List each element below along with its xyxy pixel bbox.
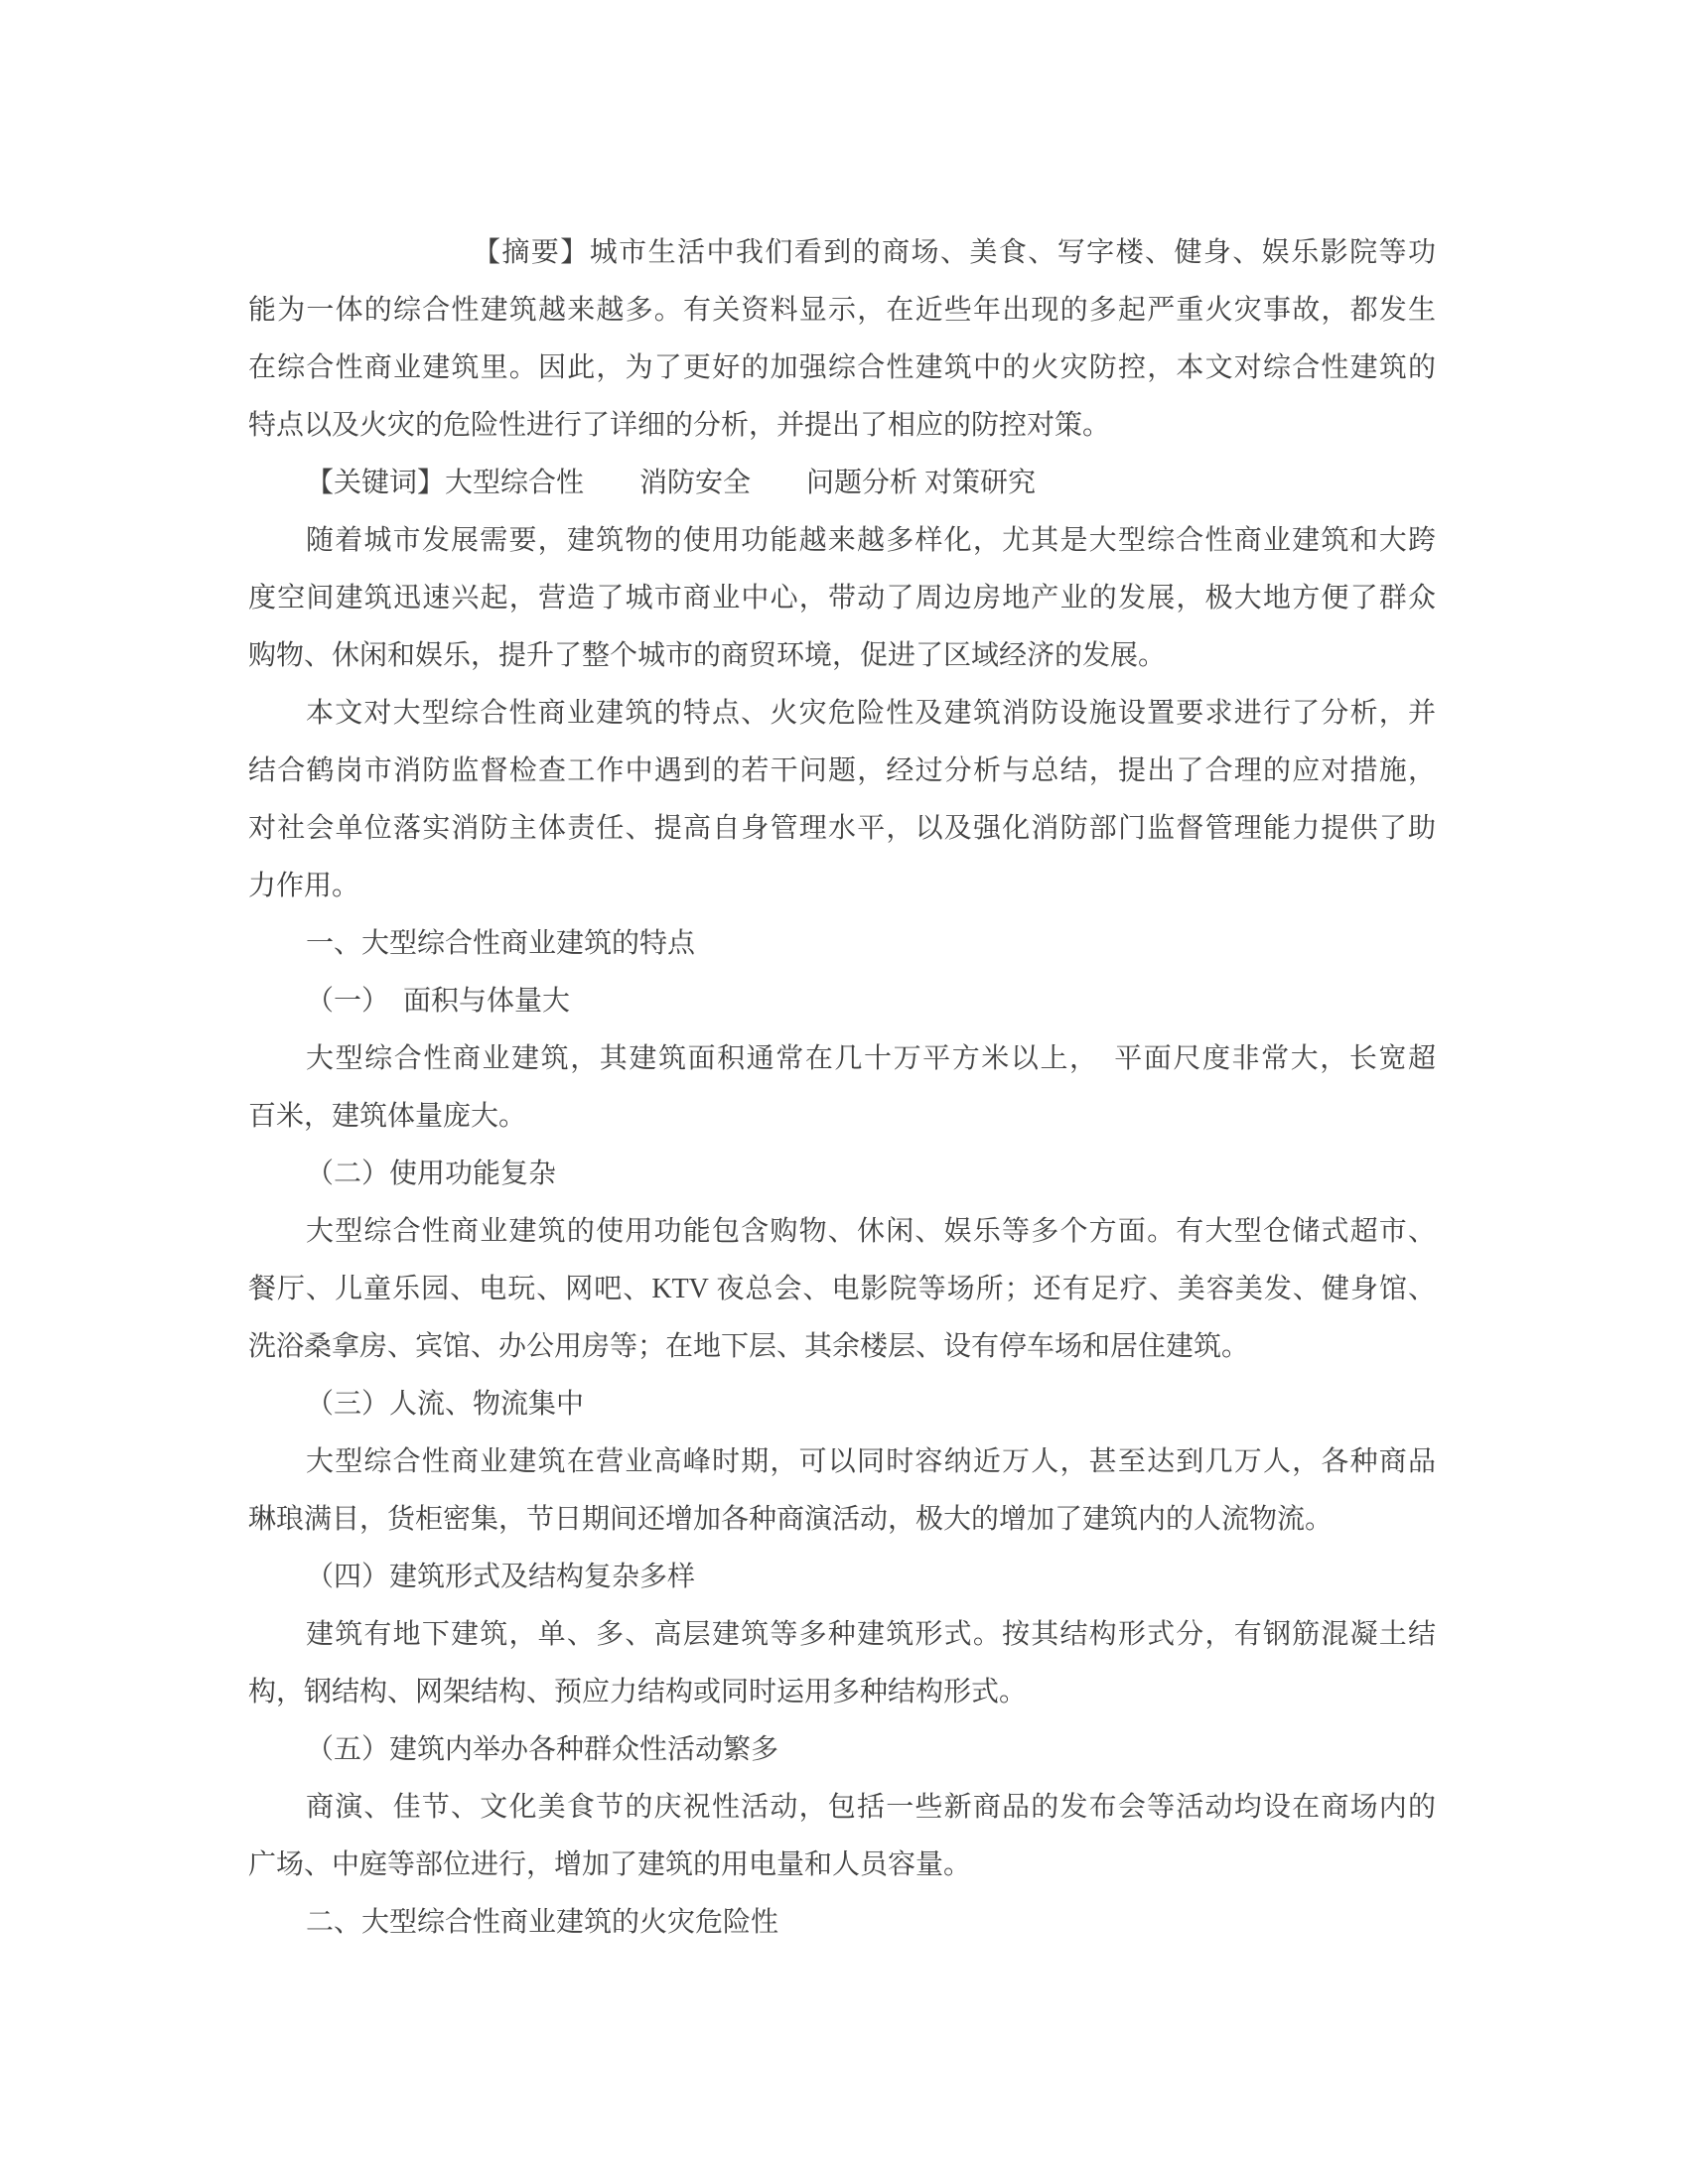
text-line-body: 力作用。: [248, 871, 360, 901]
text-line-body: 本文对大型综合性商业建筑的特点、火灾危险性及建筑消防设施设置要求进行了分析，并: [306, 698, 1436, 729]
text-line-body: 广场、中庭等部位进行，增加了建筑的用电量和人员容量。: [248, 1849, 972, 1880]
text-line-heading: （一） 面积与体量大: [306, 986, 571, 1017]
text-line-body: 百米，建筑体量庞大。: [248, 1101, 527, 1132]
text-line-keywords: 【关键词】大型综合性 消防安全 问题分析 对策研究: [306, 468, 1037, 498]
text-line-body: 餐厅、儿童乐园、电玩、网吧、KTV 夜总会、电影院等场所；还有足疗、美容美发、健身馆、: [248, 1274, 1436, 1304]
text-line-heading: 二、大型综合性商业建筑的火灾危险性: [306, 1907, 779, 1938]
text-line-body: 购物、休闲和娱乐，提升了整个城市的商贸环境，促进了区域经济的发展。: [248, 640, 1167, 671]
text-line-heading: （三）人流、物流集中: [306, 1389, 585, 1420]
text-line-abstract-start: 【摘要】城市生活中我们看到的商场、美食、写字楼、健身、娱乐影院等功: [473, 237, 1436, 268]
text-line-body: 大型综合性商业建筑，其建筑面积通常在几十万平方米以上， 平面尺度非常大，长宽超: [306, 1043, 1436, 1074]
text-line-abstract: 在综合性商业建筑里。因此，为了更好的加强综合性建筑中的火灾防控，本文对综合性建筑的: [248, 352, 1436, 383]
text-line-heading: （五）建筑内举办各种群众性活动繁多: [306, 1734, 779, 1765]
text-line-abstract: 能为一体的综合性建筑越来越多。有关资料显示，在近些年出现的多起严重火灾事故，都发生: [248, 295, 1436, 326]
text-line-body: 大型综合性商业建筑在营业高峰时期，可以同时容纳近万人，甚至达到几万人，各种商品: [306, 1446, 1436, 1477]
text-line-body: 大型综合性商业建筑的使用功能包含购物、休闲、娱乐等多个方面。有大型仓储式超市、: [306, 1216, 1436, 1247]
text-line-body: 商演、佳节、文化美食节的庆祝性活动，包括一些新商品的发布会等活动均设在商场内的: [306, 1792, 1436, 1823]
text-line-body: 随着城市发展需要，建筑物的使用功能越来越多样化，尤其是大型综合性商业建筑和大跨: [306, 525, 1436, 556]
text-line-body: 对社会单位落实消防主体责任、提高自身管理水平，以及强化消防部门监督管理能力提供了助: [248, 813, 1436, 844]
text-line-body: 琳琅满目，货柜密集，节日期间还增加各种商演活动，极大的增加了建筑内的人流物流。: [248, 1504, 1334, 1535]
text-line-body: 度空间建筑迅速兴起，营造了城市商业中心，带动了周边房地产业的发展，极大地方便了群众: [248, 583, 1436, 614]
text-line-heading: 一、大型综合性商业建筑的特点: [306, 928, 696, 959]
text-line-body: 洗浴桑拿房、宾馆、办公用房等；在地下层、其余楼层、设有停车场和居住建筑。: [248, 1331, 1250, 1362]
text-line-heading: （二）使用功能复杂: [306, 1159, 557, 1189]
text-line-heading: （四）建筑形式及结构复杂多样: [306, 1562, 696, 1592]
document-content: [248, 224, 1436, 1952]
text-line-body: 建筑有地下建筑，单、多、高层建筑等多种建筑形式。按其结构形式分，有钢筋混凝土结: [306, 1619, 1436, 1650]
text-line-body: 构，钢结构、网架结构、预应力结构或同时运用多种结构形式。: [248, 1677, 1028, 1707]
text-line-body: 结合鹤岗市消防监督检查工作中遇到的若干问题，经过分析与总结，提出了合理的应对措施，: [248, 755, 1436, 786]
text-line-abstract: 特点以及火灾的危险性进行了详细的分析，并提出了相应的防控对策。: [248, 410, 1111, 441]
